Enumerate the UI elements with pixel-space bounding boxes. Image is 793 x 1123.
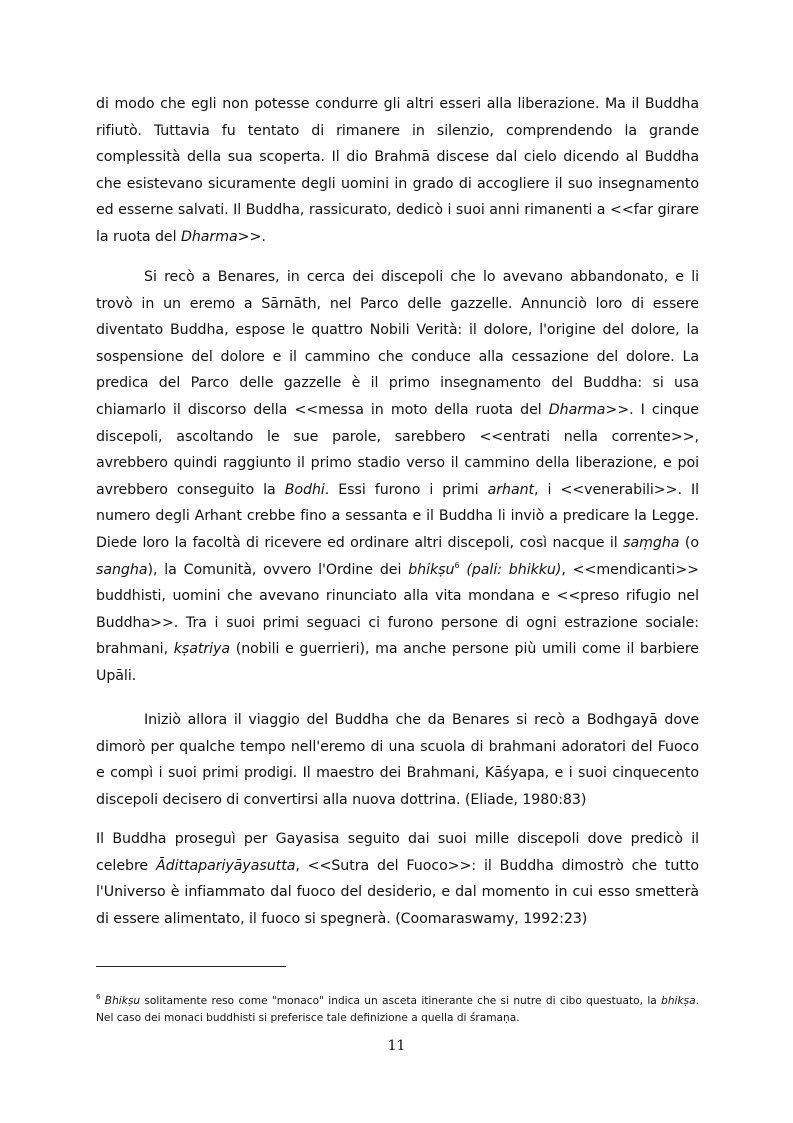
paragraph-3 [96, 707, 699, 813]
text-run: Iniziò allora il viaggio del Buddha che da Benares si recò a Bodhgayā dove dimorò per qualche tempo nell'eremo di una scuola di brahmani adoratori del Fuoco e compì i suoi primi prodigi. Il maestro dei Brahmani, Kāśyapa, e i suoi cinquecento discepoli decisero di convertirsi alla nuova dottrina. (Eliade, 1980:83) [96, 712, 699, 808]
paragraph-2 [96, 264, 699, 690]
paragraph-4 [96, 826, 699, 932]
text-run: , <<Sutra del Fuoco>>: il Buddha dimostrò che tutto l'Universo è infiammato dal fuoco del desiderio, e dal momento in cui esso smetterà di essere alimentato, il fuoco si spegnerà. (Coomaraswamy, 1992:23) [96, 857, 699, 927]
text-run: , <<mendicanti>> buddhisti, uomini che avevano rinunciato alla vita mondana e <<preso rifugio nel Buddha>>. Tra i suoi primi seguaci ci furono persone di ogni estrazione sociale: brahmani, [96, 561, 699, 658]
text-run: (o [679, 534, 699, 551]
text-run: ), la Comunità, ovvero l'Ordine dei [147, 561, 409, 578]
text-run: . Nel caso dei monaci buddhisti si preferisce tale definizione a quella di śramaṇa. [96, 995, 699, 1024]
italic-term: arhant [487, 481, 535, 498]
text-run: Il Buddha proseguì per Gayasisa seguito dai suoi mille discepoli dove predicò il celebre [96, 831, 699, 874]
italic-term: Ādittapariyāyasutta [155, 857, 296, 874]
text-run: di modo che egli non potesse condurre gli altri esseri alla liberazione. Ma il Buddha rifiutò. Tuttavia fu tentato di rimanere in silenzio, comprendendo la grande complessità della sua scoperta. Il dio Brahmā discese dal cielo dicendo al Buddha che esistevano sicuramente degli uomini in grado di accogliere il suo insegnamento ed esserne salvati. Il Buddha, rassicurato, dedicò i suoi anni rimanenti a <<far girare la ruota del [96, 96, 699, 245]
italic-term: Dharma [180, 228, 238, 245]
italic-term: kṣatriya [173, 641, 231, 658]
italic-term: Bodhi [284, 481, 325, 498]
italic-term: Dharma [548, 401, 606, 418]
italic-term: bhikṣa [661, 995, 696, 1007]
italic-term: Bhikṣu [104, 995, 141, 1007]
page-number: 11 [387, 1038, 406, 1054]
text-run: Si recò a Benares, in cerca dei discepoli che lo avevano abbandonato, e li trovò in un eremo a Sārnāth, nel Parco delle gazzelle. Annunciò loro di essere diventato Buddha, espose le quattro Nobili Verità: il dolore, l'origine del dolore, la sospensione del dolore e il cammino che conduce alla cessazione del dolore. La predica del Parco delle gazzelle è il primo insegnamento del Buddha: si usa chiamarlo il discorso della <<messa in moto della ruota del [96, 269, 699, 418]
paragraph-1 [96, 91, 699, 251]
italic-term: saṃgha [623, 534, 680, 551]
italic-term: bhikṣu [408, 561, 455, 578]
footnote-ref[interactable]: 6 [454, 560, 460, 570]
text-run: >>. I cinque discepoli, ascoltando le sue parole, sarebbero <<entrati nella corrente>>, avrebbero quindi raggiunto il primo stadio verso il cammino della liberazione, e poi avrebbero conseguito la [96, 401, 699, 498]
text-run: , i <<venerabili>>. Il numero degli Arhant crebbe fino a sessanta e il Buddha li inviò a predicare la Legge. Diede loro la facoltà di ricevere ed ordinare altri discepoli, così nacque il [96, 481, 699, 551]
text-run: . Essi furono i primi [324, 481, 488, 498]
italic-term: (pali: bhikku) [459, 561, 562, 578]
footnote-separator [96, 966, 286, 967]
text-run: solitamente reso come "monaco" indica un asceta itinerante che si nutre di cibo questuato, la [140, 995, 662, 1007]
footnote [96, 993, 699, 1026]
text-run: >>. [237, 228, 266, 245]
footnote-number: 6 [96, 993, 101, 1001]
italic-term: sangha [96, 561, 148, 578]
text-run: (nobili e guerrieri), ma anche persone più umili come il barbiere Upāli. [96, 641, 699, 684]
